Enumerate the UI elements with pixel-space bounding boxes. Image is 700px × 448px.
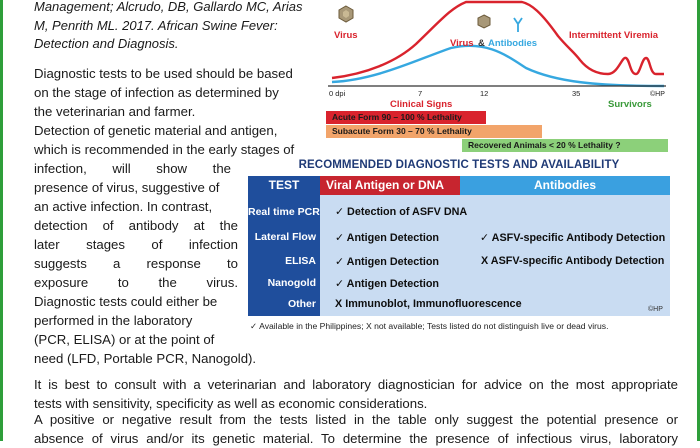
cell-elisa-antibody: X ASFV-specific Antibody Detection bbox=[481, 255, 665, 267]
reference-citation: Management; Alcrudo, DB, Gallardo MC, Arias M, Penrith ML. 2017. African Swine Fever: Detection and Diagnosis. bbox=[34, 0, 303, 51]
tick-0: 0 dpi bbox=[329, 89, 346, 98]
virus-icon bbox=[339, 6, 353, 22]
row-label-lateral: Lateral Flow bbox=[254, 231, 316, 243]
label-intermittent: Intermittent Viremia bbox=[569, 30, 659, 41]
cell-lateral-antibody: ✓ ASFV-specific Antibody Detection bbox=[480, 232, 666, 244]
paragraph-detection: Detection of genetic material and antigen, which is recommended in the early stages of infection, will show the presence of virus, suggestive of an active infection. In contrast, detection of antibody at the later stages of infection suggests a response to exposure to the virus. Diagnostic tests could either be performed in the laboratory (PCR, ELISA) or at the point of need (LFD, Portable PCR, Nanogold). bbox=[34, 123, 295, 366]
table-title: RECOMMENDED DIAGNOSTIC TESTS AND AVAILABILITY bbox=[298, 159, 620, 171]
tick-12: 12 bbox=[480, 89, 489, 98]
label-survivors: Survivors bbox=[608, 99, 652, 110]
cell-nanogold-viral: ✓ Antigen Detection bbox=[335, 278, 440, 290]
label-virus-ab-1: Virus bbox=[450, 38, 474, 49]
row-label-pcr: Real time PCR bbox=[248, 206, 320, 218]
tick-hp: ©HP bbox=[650, 91, 665, 98]
cell-lateral-viral: ✓ Antigen Detection bbox=[335, 232, 440, 244]
paragraph-basis: Diagnostic tests to be used should be based on the stage of infection as determined by the veterinarian and farmer. bbox=[34, 66, 293, 119]
header-antibodies: Antibodies bbox=[460, 176, 670, 195]
bar-recovered: Recovered Animals < 20 % Lethality ? bbox=[462, 139, 668, 152]
cell-pcr-viral: ✓ Detection of ASFV DNA bbox=[335, 206, 468, 218]
paragraph-results: A positive or negative result from the tests listed in the table only suggest the potential presence or absence of virus and/or its genetic material. To determine the presence of infectious virus, laboratory bbox=[34, 412, 678, 446]
label-virus: Virus bbox=[334, 30, 358, 41]
header-viral: Viral Antigen or DNA bbox=[320, 176, 460, 195]
tick-35: 35 bbox=[572, 89, 581, 98]
label-clinical: Clinical Signs bbox=[390, 99, 453, 110]
label-virus-ab-amp: & bbox=[478, 38, 485, 49]
row-label-nanogold: Nanogold bbox=[267, 277, 316, 289]
diagnostic-table bbox=[248, 176, 670, 316]
bar-subacute: Subacute Form 30 – 70 % Lethality bbox=[326, 125, 542, 138]
tick-7: 7 bbox=[418, 89, 423, 98]
cell-elisa-viral: ✓ Antigen Detection bbox=[335, 256, 440, 268]
row-label-other: Other bbox=[287, 298, 316, 310]
row-label-elisa: ELISA bbox=[285, 255, 316, 267]
header-test: TEST bbox=[248, 176, 320, 195]
bar-acute: Acute Form 90 – 100 % Lethality bbox=[326, 111, 486, 124]
table-footnote: ✓ Available in the Philippines; X not available; Tests listed do not distinguish live or dead virus. bbox=[250, 321, 609, 331]
label-virus-ab-2: Antibodies bbox=[488, 38, 538, 49]
virus-small-icon bbox=[478, 15, 490, 28]
table-credit: ©HP bbox=[648, 306, 663, 313]
infection-curve-chart bbox=[326, 0, 670, 110]
paragraph-consult: It is best to consult with a veterinarian and laboratory diagnostician for advice on the most appropriate tests with sensitivity, specificity as well as economic considerations. bbox=[34, 377, 678, 411]
cell-other-viral: X Immunoblot, Immunofluorescence bbox=[335, 298, 522, 310]
